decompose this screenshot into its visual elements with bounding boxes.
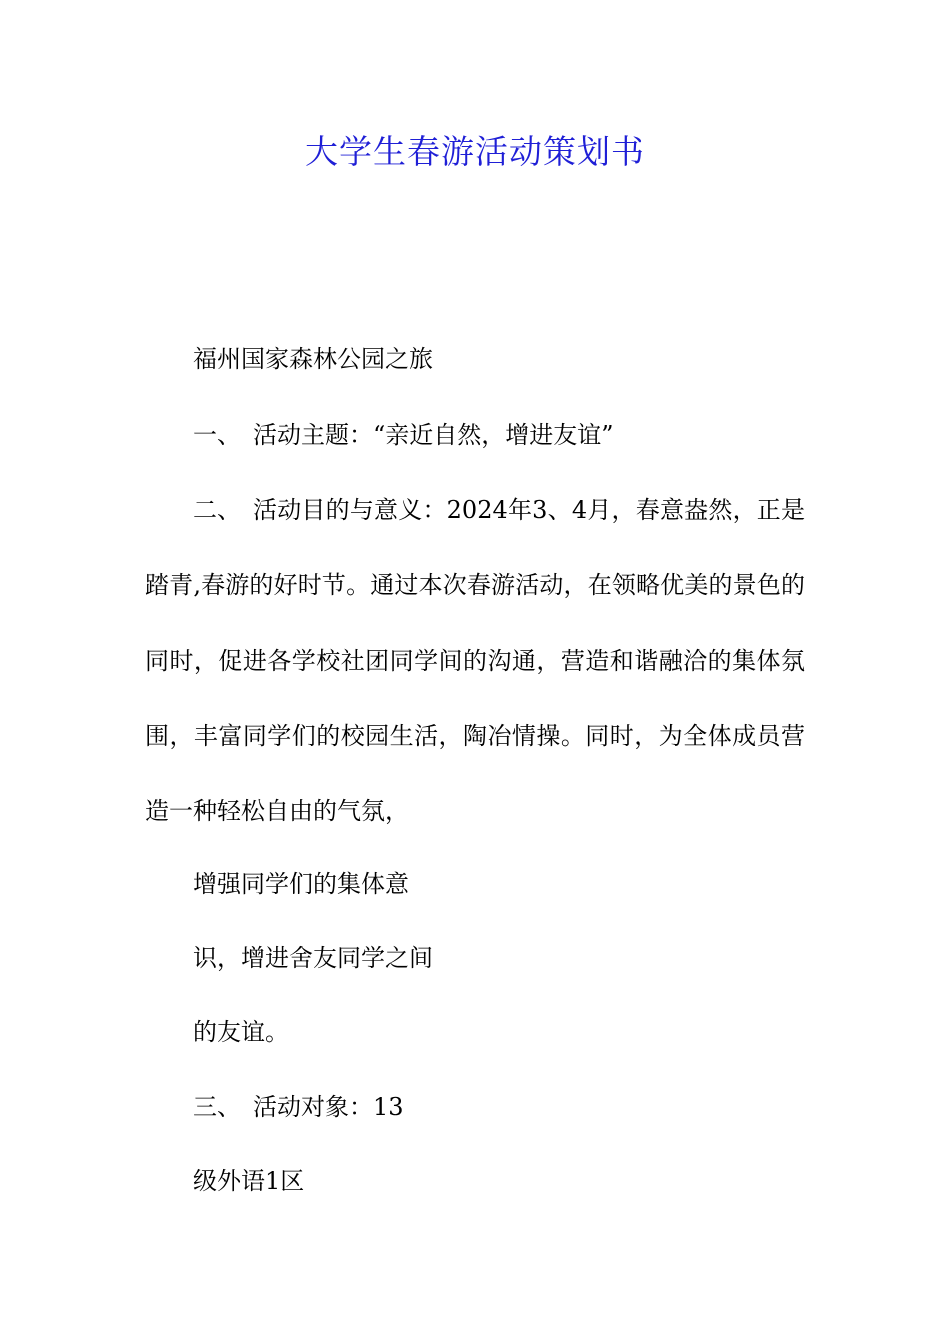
section-3-number: 三、: [193, 1093, 241, 1121]
section-2-tail-1: 增强同学们的集体意: [193, 870, 409, 898]
section-2-first-line: [193, 493, 805, 527]
section-2-line-2: 同时，促进各学校社团同学间的沟通，营造和谐融洽的集体氛: [145, 647, 805, 675]
section-3-text: 活动对象：13: [253, 1093, 404, 1121]
subtitle: 福州国家森林公园之旅: [193, 345, 433, 373]
section-2-heading-text: 活动目的与意义：2024年3、4月，春意盎然，正是: [253, 496, 805, 524]
section-2-line-4: 造一种轻松自由的气氛，: [145, 797, 409, 825]
section-2-line-3: 围，丰富同学们的校园生活，陶冶情操。同时，为全体成员营: [145, 722, 805, 750]
section-3: [193, 1090, 404, 1124]
section-2-tail-2: 识，增进舍友同学之间: [193, 944, 433, 972]
section-2-line-1: 踏青,春游的好时节。通过本次春游活动，在领略优美的景色的: [145, 571, 805, 599]
section-1: [193, 418, 614, 452]
document-title: 大学生春游活动策划书: [305, 132, 645, 171]
section-2-tail-3: 的友谊。: [193, 1018, 289, 1046]
section-1-number: 一、: [193, 421, 241, 449]
section-3-continuation: 级外语1区: [193, 1167, 305, 1195]
section-1-text: 活动主题：“亲近自然，增进友谊”: [253, 421, 614, 449]
section-2-number: 二、: [193, 496, 241, 524]
